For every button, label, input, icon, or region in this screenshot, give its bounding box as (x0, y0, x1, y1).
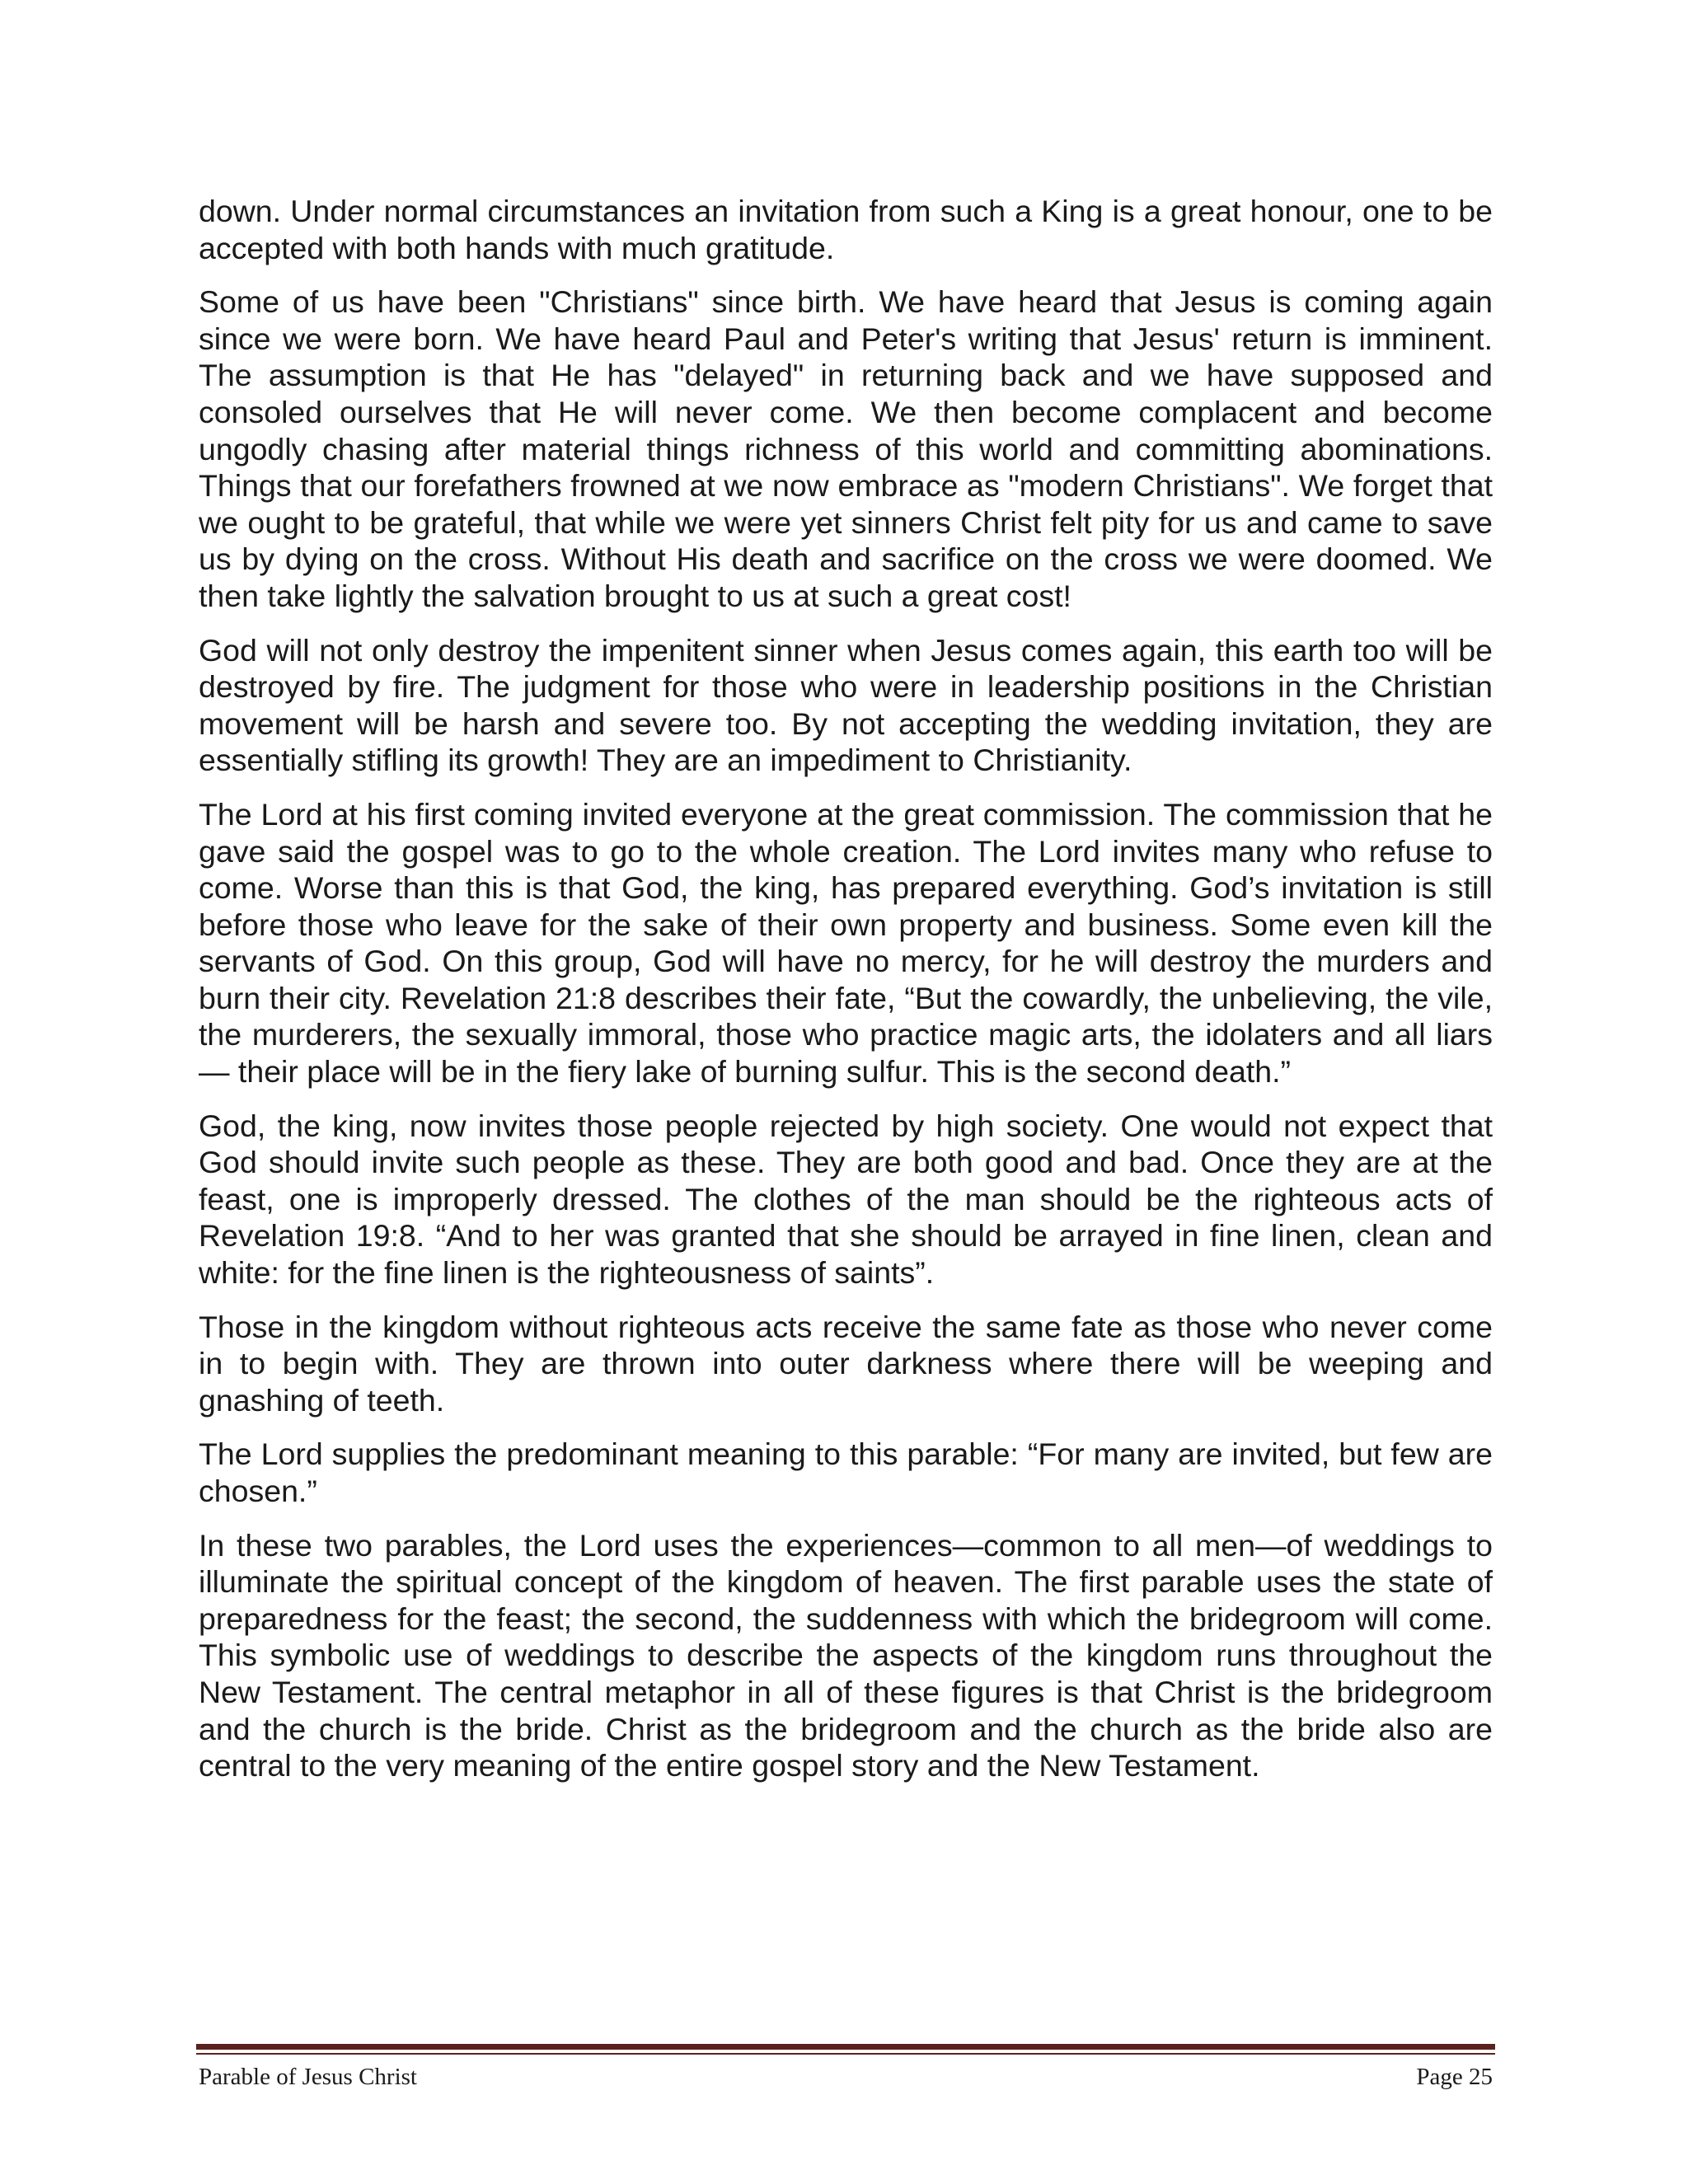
paragraph-5: God, the king, now invites those people rejected by high society. One would not expect that God should invite such people as these. They are both good and bad. Once they are at the feast, one is improperly dressed. The clothes of the man should be the righteous acts of Revelation 19:8. “And to her was granted that she should be arrayed in fine linen, clean and white: for the fine linen is the righteousness of saints”. (199, 1108, 1493, 1291)
footer-rule-thick (196, 2044, 1495, 2050)
footer-rule-thin (196, 2053, 1495, 2055)
paragraph-3: God will not only destroy the impenitent sinner when Jesus comes again, this earth too will be destroyed by fire. The judgment for those who were in leadership positions in the Christian movement will be harsh and severe too. By not accepting the wedding invitation, they are essentially stifling its growth! They are an impediment to Christianity. (199, 632, 1493, 778)
paragraph-4: The Lord at his first coming invited everyone at the great commission. The commission that he gave said the gospel was to go to the whole creation. The Lord invites many who refuse to come. Worse than this is that God, the king, has prepared everything. God’s invitation is still before those who leave for the sake of their own property and business. Some even kill the servants of God. On this group, God will have no mercy, for he will destroy the murders and burn their city. Revelation 21:8 describes their fate, “But the cowardly, the unbelieving, the vile, the murderers, the sexually immoral, those who practice magic arts, the idolaters and all liars — their place will be in the fiery lake of burning sulfur. This is the second death.” (199, 796, 1493, 1090)
paragraph-6: Those in the kingdom without righteous acts receive the same fate as those who never come in to begin with. They are thrown into outer darkness where there will be weeping and gnashing of teeth. (199, 1309, 1493, 1418)
page-footer (199, 2060, 1493, 2093)
footer-title: Parable of Jesus Christ (199, 2064, 417, 2090)
paragraph-8: In these two parables, the Lord uses the experiences—common to all men—of weddings to illuminate the spiritual concept of the kingdom of heaven. The first parable uses the state of preparedness for the feast; the second, the suddenness with which the bridegroom will come. This symbolic use of weddings to describe the aspects of the kingdom runs throughout the New Testament. The central metaphor in all of these figures is that Christ is the bridegroom and the church is the bride. Christ as the bridegroom and the church as the bride also are central to the very meaning of the entire gospel story and the New Testament. (199, 1527, 1493, 1783)
page-number: Page 25 (1416, 2064, 1493, 2090)
paragraph-7: The Lord supplies the predominant meaning to this parable: “For many are invited, but few are chosen.” (199, 1436, 1493, 1508)
paragraph-1: down. Under normal circumstances an invitation from such a King is a great honour, one to be accepted with both hands with much gratitude. (199, 194, 1493, 265)
body-text (199, 193, 1493, 1802)
paragraph-2: Some of us have been "Christians" since birth. We have heard that Jesus is coming again since we were born. We have heard Paul and Peter's writing that Jesus' return is imminent. The assumption is that He has "delayed" in returning back and we have supposed and consoled ourselves that He will never come. We then become complacent and become ungodly chasing after material things richness of this world and committing abominations. Things that our forefathers frowned at we now embrace as "modern Christians". We forget that we ought to be grateful, that while we were yet sinners Christ felt pity for us and came to save us by dying on the cross. Without His death and sacrifice on the cross we were doomed. We then take lightly the salvation brought to us at such a great cost! (199, 284, 1493, 613)
